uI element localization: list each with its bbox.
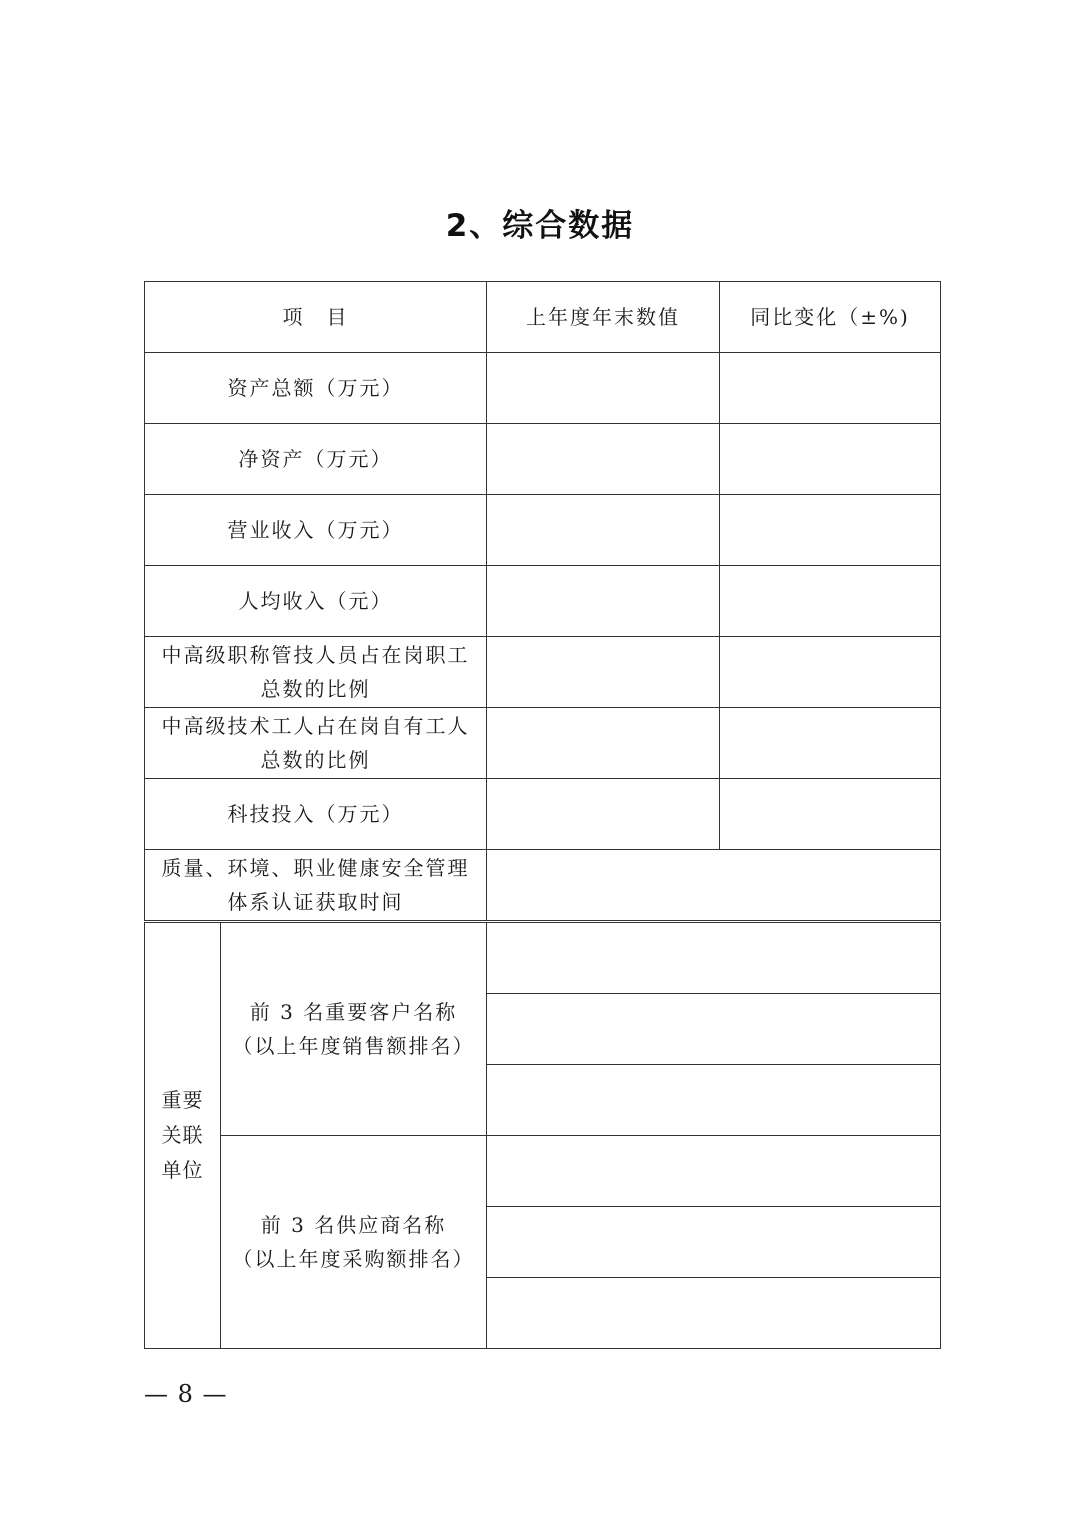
label-line: 中高级技术工人占在岗自有工人 — [161, 714, 470, 738]
row-label-net-assets: 净资产（万元） — [145, 424, 487, 495]
label-line: 前 3 名重要客户名称 — [249, 1000, 458, 1024]
header-last-year-value: 上年度年末数值 — [487, 282, 720, 353]
label-line: 体系认证获取时间 — [227, 890, 404, 914]
total-assets-change-cell[interactable] — [720, 353, 941, 424]
supplier-1-cell[interactable] — [487, 1136, 941, 1207]
table-row — [145, 779, 941, 850]
per-capita-income-change-cell[interactable] — [720, 566, 941, 637]
label-line: 重要 — [161, 1088, 204, 1112]
row-label-certification-date — [145, 850, 487, 922]
label-line: 关联 — [161, 1123, 204, 1147]
label-line: （以上年度销售额排名） — [232, 1034, 475, 1058]
label-line: 前 3 名供应商名称 — [260, 1213, 447, 1237]
header-yoy-change: 同比变化（±%) — [720, 282, 941, 353]
supplier-3-cell[interactable] — [487, 1278, 941, 1349]
rd-investment-value-cell[interactable] — [487, 779, 720, 850]
page-number: — 8 — — [144, 1380, 228, 1408]
label-line: 总数的比例 — [260, 677, 371, 701]
supplier-2-cell[interactable] — [487, 1207, 941, 1278]
net-assets-change-cell[interactable] — [720, 424, 941, 495]
revenue-change-cell[interactable] — [720, 495, 941, 566]
skilled-workers-ratio-change-cell[interactable] — [720, 708, 941, 779]
table-row — [145, 850, 941, 922]
revenue-value-cell[interactable] — [487, 495, 720, 566]
related-units-label — [145, 922, 221, 1349]
table-row — [145, 637, 941, 708]
comprehensive-data-table — [144, 281, 941, 1349]
customer-1-cell[interactable] — [487, 922, 941, 994]
label-line: 质量、环境、职业健康安全管理 — [161, 856, 470, 880]
table-header-row — [145, 282, 941, 353]
customer-2-cell[interactable] — [487, 994, 941, 1065]
rd-investment-change-cell[interactable] — [720, 779, 941, 850]
senior-staff-ratio-change-cell[interactable] — [720, 637, 941, 708]
customer-3-cell[interactable] — [487, 1065, 941, 1136]
net-assets-value-cell[interactable] — [487, 424, 720, 495]
per-capita-income-value-cell[interactable] — [487, 566, 720, 637]
certification-date-cell[interactable] — [487, 850, 941, 922]
label-line: 中高级职称管技人员占在岗职工 — [161, 643, 470, 667]
header-item: 项 目 — [145, 282, 487, 353]
row-label-total-assets: 资产总额（万元） — [145, 353, 487, 424]
table-row — [145, 495, 941, 566]
label-line: 总数的比例 — [260, 748, 371, 772]
table-row — [145, 424, 941, 495]
row-label-skilled-workers-ratio — [145, 708, 487, 779]
table-row — [145, 708, 941, 779]
skilled-workers-ratio-value-cell[interactable] — [487, 708, 720, 779]
row-label-senior-staff-ratio — [145, 637, 487, 708]
row-label-per-capita-income: 人均收入（元） — [145, 566, 487, 637]
page-title: 2、综合数据 — [445, 208, 635, 244]
table-row — [145, 922, 941, 994]
top-customers-label — [221, 922, 487, 1136]
label-line: （以上年度采购额排名） — [232, 1247, 475, 1271]
row-label-revenue: 营业收入（万元） — [145, 495, 487, 566]
table-row — [145, 1136, 941, 1207]
top-suppliers-label — [221, 1136, 487, 1349]
label-line: 单位 — [161, 1158, 204, 1182]
senior-staff-ratio-value-cell[interactable] — [487, 637, 720, 708]
table-row — [145, 566, 941, 637]
total-assets-value-cell[interactable] — [487, 353, 720, 424]
row-label-rd-investment: 科技投入（万元） — [145, 779, 487, 850]
table-row — [145, 353, 941, 424]
